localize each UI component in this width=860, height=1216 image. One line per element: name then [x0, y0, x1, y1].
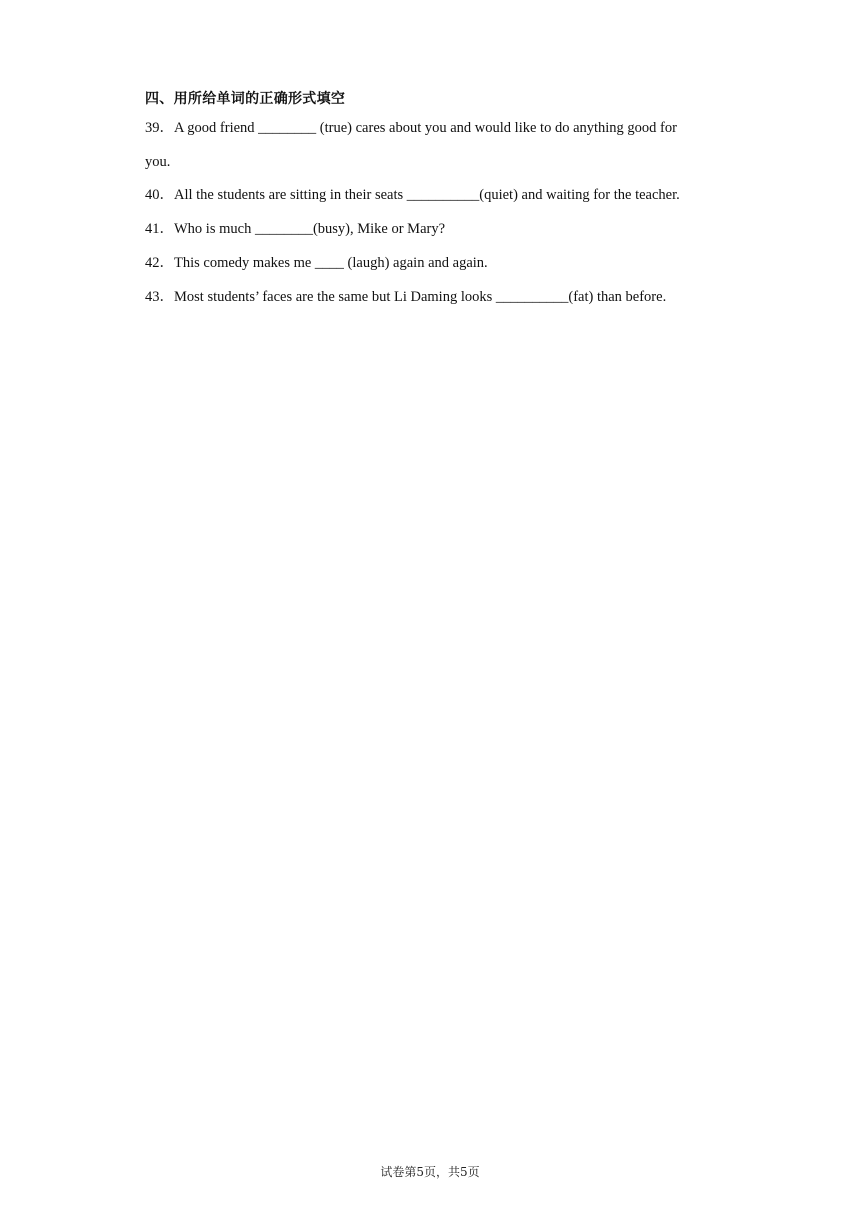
section-heading: 四、用所给单词的正确形式填空 — [145, 91, 346, 107]
question-text: This comedy makes me ____ (laugh) again and again. — [174, 255, 488, 271]
question-39-continuation: you. — [145, 154, 171, 170]
question-41 — [145, 219, 445, 239]
question-text: Most students’ faces are the same but Li Daming looks __________(fat) than before. — [174, 289, 667, 305]
question-number: 40． — [145, 187, 174, 203]
question-number: 41． — [145, 221, 174, 237]
page-footer: 试卷第5页，共5页 — [380, 1165, 480, 1179]
question-43 — [145, 287, 666, 307]
question-number: 39． — [145, 120, 174, 136]
question-text: All the students are sitting in their seats __________(quiet) and waiting for the teacher. — [174, 187, 680, 203]
question-number: 42． — [145, 255, 174, 271]
question-number: 43． — [145, 289, 174, 305]
question-42 — [145, 253, 488, 273]
question-39 — [145, 118, 677, 138]
question-text: A good friend ________ (true) cares about you and would like to do anything good for — [174, 120, 677, 136]
question-40 — [145, 185, 680, 205]
question-text: Who is much ________(busy), Mike or Mary? — [174, 221, 446, 237]
